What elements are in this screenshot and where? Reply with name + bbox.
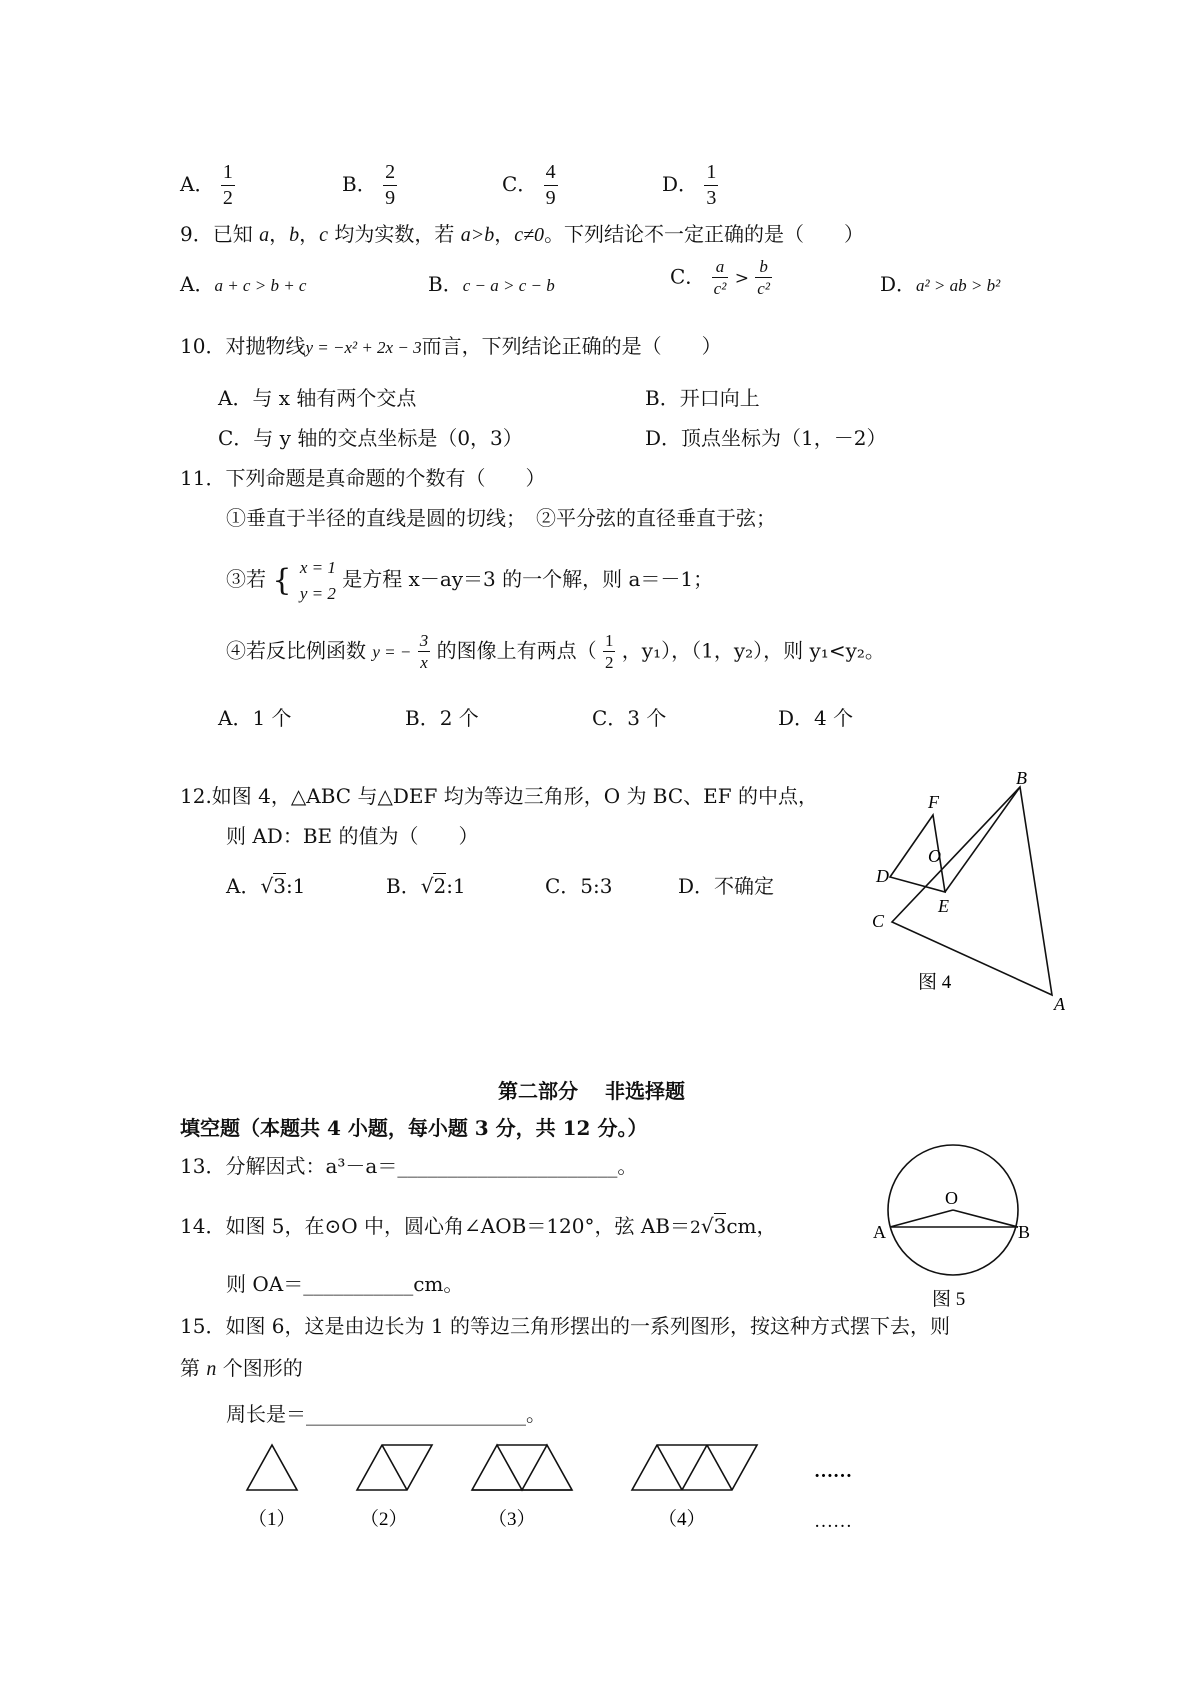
q11-stem: 11．下列命题是真命题的个数有（ ）: [180, 466, 546, 490]
figure-5-diagram: [870, 1135, 1040, 1310]
q8-option-c: C． $\frac{4}{9}$: [502, 161, 556, 209]
fraction: $\frac{b}{\text{c²}}$: [757, 257, 770, 299]
label-o: O: [945, 1188, 958, 1208]
pattern-2-label: （2）: [360, 1509, 408, 1530]
q11-option-c: C．3 个: [592, 706, 667, 730]
q12-line-1: 12.如图 4，△ABC 与△DEF 均为等边三角形，O 为 BC、EF 的中点，: [180, 784, 819, 808]
fraction: $\frac{3}{x}$: [419, 631, 429, 673]
pattern-4-edge-1: [657, 1445, 682, 1490]
fraction: $\frac{1}{3}$: [706, 161, 717, 209]
label-o: O: [928, 846, 941, 866]
q8-option-a: A． $\frac{1}{2}$: [180, 161, 233, 209]
answer-blank: ______________________: [397, 1154, 618, 1178]
equation-system: x = 1 y = 2: [299, 558, 336, 603]
q10-option-b: B．开口向上: [645, 386, 760, 410]
q12-option-d: D．不确定: [678, 874, 775, 898]
q9-option-d: D．a² > ab > b²: [880, 272, 1001, 296]
label-d: D: [876, 866, 889, 886]
q9-option-b: B．c − a > c − b: [428, 272, 555, 296]
q15-line-1: 15．如图 6，这是由边长为 1 的等边三角形摆出的一系列图形，按这种方式摆下去，则: [180, 1314, 950, 1338]
label-a: A: [873, 1222, 886, 1242]
q11-prop-1-2: ①垂直于半径的直线是圆的切线； ②平分弦的直径垂直于弦；: [226, 506, 776, 530]
ellipsis-bottom: ……: [814, 1511, 852, 1532]
triangle-abc: [892, 787, 1052, 995]
q11-prop-4: ④若反比例函数 y = − $\frac{3}{x}$ 的图像上有两点（ $\frac{1}{2}$ ，y₁），（1，y₂），则 y₁<y₂。: [226, 631, 885, 673]
q9-stem: 9．已知 a，b，c 均为实数，若 a>b，c≠0。下列结论不一定正确的是（ ）: [180, 222, 865, 246]
fraction: $\frac{2}{9}$: [385, 161, 396, 209]
q11-prop-3: ③若 { x = 1 y = 2 是方程 x－ay＝3 的一个解，则 a＝－1；: [226, 555, 713, 606]
figure-4-diagram: [840, 770, 1080, 1020]
label-c: C: [872, 911, 885, 931]
pattern-1: [247, 1445, 297, 1490]
label-b: B: [1016, 770, 1027, 788]
figure-5-caption: 图 5: [932, 1289, 966, 1310]
radius-ob: [953, 1210, 1018, 1227]
pattern-2-inner-edge: [382, 1445, 407, 1490]
pattern-3: [472, 1445, 572, 1490]
pattern-4-label: （4）: [658, 1509, 706, 1530]
q10-stem: 10．对抛物线y = −x² + 2x − 3而言，下列结论正确的是（ ）: [180, 334, 722, 358]
q12-option-a: A．√3:1: [226, 874, 306, 898]
q9-option-a: A．a + c > b + c: [180, 272, 307, 296]
label-f: F: [928, 792, 939, 812]
q8-option-d: D． $\frac{1}{3}$: [662, 161, 717, 209]
fraction: $\frac{1}{2}$: [222, 161, 233, 209]
q12-line-2: 则 AD：BE 的值为（ ）: [226, 824, 479, 848]
pattern-3-label: （3）: [488, 1509, 536, 1530]
pattern-4-edge-3: [707, 1445, 732, 1490]
label-e: E: [938, 896, 949, 916]
q13: 13．分解因式：a³－a＝______________________。: [180, 1154, 638, 1178]
q14-line-2: 则 OA＝___________cm。: [226, 1272, 464, 1296]
radius-oa: [890, 1210, 953, 1227]
answer-blank: ______________________: [306, 1402, 526, 1426]
sqrt-symbol: √: [700, 1214, 714, 1238]
q8-option-b: B． $\frac{2}{9}$: [342, 161, 396, 209]
figure-6-diagram: [230, 1435, 910, 1535]
answer-blank: ___________: [303, 1272, 414, 1296]
sqrt-symbol: √: [260, 874, 274, 898]
label-a: A: [1054, 994, 1065, 1014]
pattern-4-edge-2: [682, 1445, 707, 1490]
q12-option-c: C．5:3: [545, 874, 613, 898]
q14-line-1: 14．如图 5，在⊙O 中，圆心角∠AOB＝120°，弦 AB＝2√3cm，: [180, 1214, 777, 1238]
q15-line-3: 周长是＝______________________。: [226, 1402, 546, 1426]
figure-4-caption: 图 4: [918, 972, 952, 993]
pattern-1-label: （1）: [248, 1509, 296, 1530]
fraction: $\frac{a}{\text{c²}}$: [713, 257, 727, 299]
fill-in-section-title: 填空题（本题共 4 小题，每小题 3 分，共 12 分。）: [180, 1116, 648, 1140]
fraction: $\frac{4}{9}$: [545, 161, 556, 209]
q11-option-b: B．2 个: [405, 706, 479, 730]
q10-option-a: A．与 x 轴有两个交点: [218, 386, 417, 410]
q12-option-b: B．√2:1: [386, 874, 466, 898]
segment-be: [945, 787, 1020, 892]
brace: {: [272, 562, 292, 598]
q9-option-c: C． $\frac{a}{\text{c²}}$ > $\frac{b}{\text{c²}}$: [670, 257, 770, 299]
q11-option-d: D．4 个: [778, 706, 854, 730]
ellipsis-top: ……: [814, 1461, 852, 1482]
q10-option-c: C．与 y 轴的交点坐标是（0，3）: [218, 426, 523, 450]
label-b: B: [1018, 1222, 1031, 1242]
q15-line-2: 第 n 个图形的: [180, 1356, 303, 1380]
part-two-heading: 第二部分 非选择题: [498, 1079, 685, 1103]
sqrt-symbol: √: [420, 874, 434, 898]
fraction: $\frac{1}{2}$: [604, 631, 614, 673]
q10-option-d: D．顶点坐标为（1，－2）: [645, 426, 887, 450]
q11-option-a: A．1 个: [218, 706, 292, 730]
